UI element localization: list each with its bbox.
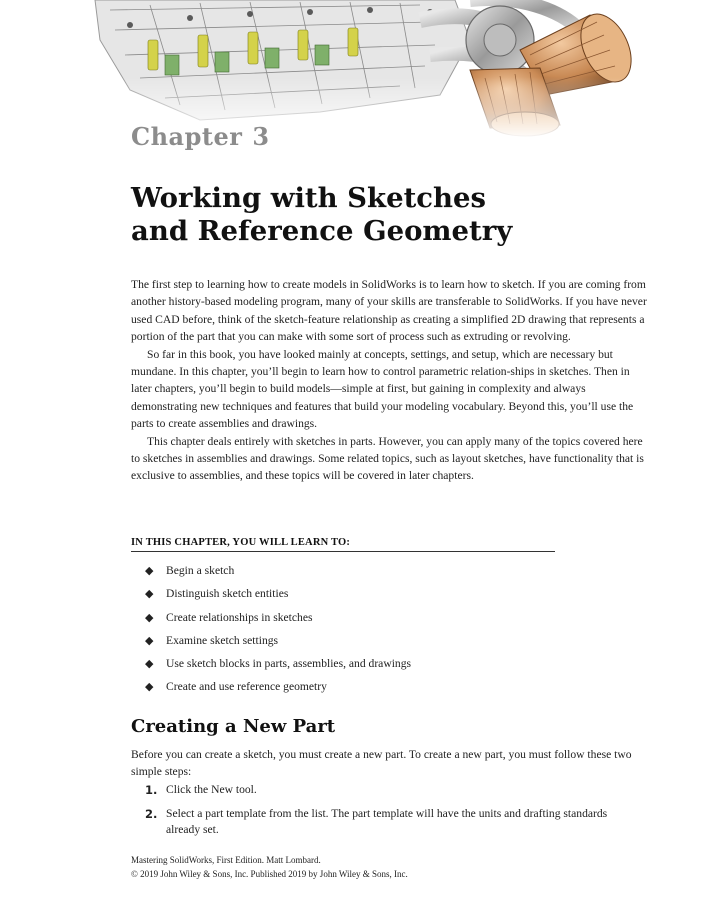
intro-paragraph: This chapter deals entirely with sketches in parts. However, you can apply many of the topics covered here to sketches in assemblies and drawings. Some related topics, such as layout sketches, have functionality that is exclusive to assemblies, and these topics will be covered in later chapters. bbox=[131, 434, 644, 483]
list-item-text: Distinguish sketch entities bbox=[166, 587, 289, 601]
diamond-bullet-icon: ◆ bbox=[145, 681, 154, 694]
list-item-text: Create relationships in sketches bbox=[166, 610, 313, 624]
footer-line-2: © 2019 John Wiley & Sons, Inc. Published 2019 by John Wiley & Sons, Inc. bbox=[131, 869, 408, 879]
step-item bbox=[145, 782, 636, 799]
diamond-bullet-icon: ◆ bbox=[145, 611, 154, 624]
section-heading: Creating a New Part bbox=[131, 716, 336, 737]
steps-list bbox=[145, 782, 636, 846]
intro-text bbox=[131, 276, 651, 485]
step-number: 1. bbox=[145, 783, 158, 797]
diamond-bullet-icon: ◆ bbox=[145, 588, 154, 601]
step-text: Click the New tool. bbox=[166, 783, 257, 796]
list-item bbox=[145, 633, 411, 656]
engine-illustration bbox=[0, 0, 717, 140]
list-item-text: Create and use reference geometry bbox=[166, 680, 327, 694]
chapter-title-line-2: and Reference Geometry bbox=[131, 215, 513, 247]
chapter-header-illustration bbox=[0, 0, 717, 140]
diamond-bullet-icon: ◆ bbox=[145, 634, 154, 647]
chapter-title bbox=[131, 182, 671, 248]
list-item bbox=[145, 656, 411, 679]
list-item bbox=[145, 610, 411, 633]
list-item-text: Examine sketch settings bbox=[166, 633, 279, 647]
diamond-bullet-icon: ◆ bbox=[145, 565, 154, 577]
chapter-word: Chapter bbox=[131, 122, 243, 151]
copyright-footer bbox=[131, 853, 408, 881]
intro-paragraph: So far in this book, you have looked mainly at concepts, settings, and setup, which are necessary but mundane. In this chapter, you’ll begin to learn how to control parametric relation-ships in sketches. Then in later chapters, you’ll begin to build models—simple at first, but gaining in complexity and always demonstrating new techniques and features that build your modeling vocabulary. Beyond this, you’ll use the parts to create assemblies and drawings. bbox=[131, 347, 634, 431]
footer-line-1: Mastering SolidWorks, First Edition. Matt Lombard. bbox=[131, 855, 321, 865]
list-item-text: Use sketch blocks in parts, assemblies, and drawings bbox=[166, 657, 412, 671]
intro-paragraph: The first step to learning how to create models in SolidWorks is to learn how to sketch. If you are coming from another history-based modeling program, many of your skills are transferable to SolidWorks. If you have never used CAD before, think of the sketch-feature relationship as creating a simplified 2D drawing that represents a portion of the part that you can make with some sort of process such as extruding or revolving. bbox=[131, 278, 647, 344]
list-item bbox=[145, 563, 411, 586]
list-item bbox=[145, 586, 411, 609]
learn-heading: IN THIS CHAPTER, YOU WILL LEARN TO: bbox=[131, 537, 555, 552]
chapter-title-line-1: Working with Sketches bbox=[131, 182, 486, 214]
section-body: Before you can create a sketch, you must create a new part. To create a new part, you must follow these two simple steps: bbox=[131, 748, 632, 779]
list-item bbox=[145, 679, 411, 702]
learn-list bbox=[145, 563, 411, 703]
chapter-label bbox=[131, 122, 270, 151]
list-item-text: Begin a sketch bbox=[166, 564, 235, 577]
step-number: 2. bbox=[145, 806, 158, 821]
chapter-number: 3 bbox=[252, 122, 270, 151]
step-item bbox=[145, 806, 636, 839]
diamond-bullet-icon: ◆ bbox=[145, 658, 154, 671]
step-text: Select a part template from the list. The part template will have the units and drafting standards already set. bbox=[166, 806, 608, 836]
